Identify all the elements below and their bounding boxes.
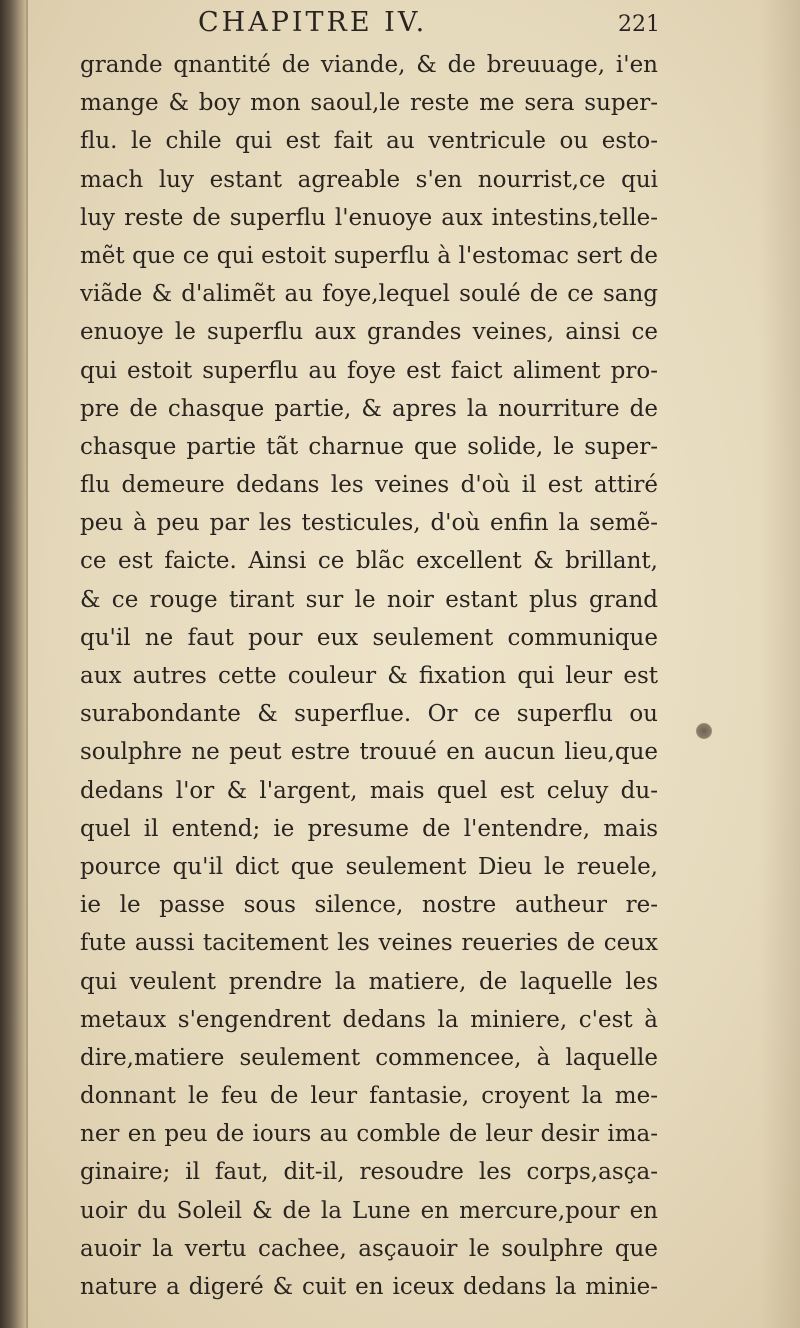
text-line: uoir du Soleil & de la Lune en mercure,pour en bbox=[80, 1197, 658, 1224]
page-binding-edge bbox=[0, 0, 26, 1328]
page-shadow bbox=[760, 0, 800, 1328]
text-line: qu'il ne faut pour eux seulement communique bbox=[80, 624, 658, 651]
text-line: pource qu'il dict que seulement Dieu le reuele, bbox=[80, 853, 658, 880]
text-line: chasque partie tãt charnue que solide, le super- bbox=[80, 433, 658, 460]
text-line: qui veulent prendre la matiere, de laquelle les bbox=[80, 968, 658, 995]
gutter-line bbox=[26, 0, 28, 1328]
text-line: flu. le chile qui est fait au ventricule ou esto- bbox=[80, 128, 658, 155]
ink-spot bbox=[696, 723, 712, 739]
text-line: fute aussi tacitement les veines reueries de ceux bbox=[80, 930, 658, 957]
text-line: nature a digeré & cuit en iceux dedans la minie- bbox=[80, 1274, 658, 1300]
running-title: CHAPITRE IV. bbox=[198, 7, 428, 38]
text-line: ginaire; il faut, dit-il, resoudre les corps,asça- bbox=[80, 1159, 658, 1186]
text-line: mach luy estant agreable s'en nourrist,ce qui bbox=[80, 166, 658, 193]
text-line: mange & boy mon saoul,le reste me sera super- bbox=[80, 90, 658, 117]
text-line: dire,matiere seulement commencee, à laquelle bbox=[80, 1044, 658, 1071]
text-line: & ce rouge tirant sur le noir estant plus grand bbox=[80, 586, 658, 613]
text-line: grande qnantité de viande, & de breuuage, i'en bbox=[80, 52, 658, 78]
text-line: flu demeure dedans les veines d'où il est attiré bbox=[80, 472, 658, 499]
text-line: ie le passe sous silence, nostre autheur re- bbox=[80, 892, 658, 919]
page-header bbox=[80, 4, 660, 42]
page-number: 221 bbox=[618, 12, 660, 37]
text-line: viãde & d'alimẽt au foye,lequel soulé de ce sang bbox=[80, 281, 658, 308]
text-line: luy reste de superflu l'enuoye aux intestins,telle- bbox=[80, 204, 658, 231]
text-line: pre de chasque partie, & apres la nourriture de bbox=[80, 395, 658, 422]
text-line: donnant le feu de leur fantasie, croyent la me- bbox=[80, 1083, 658, 1110]
text-line: soulphre ne peut estre trouué en aucun lieu,que bbox=[80, 739, 658, 766]
text-line: surabondante & superflue. Or ce superflu ou bbox=[80, 701, 658, 728]
body-text bbox=[80, 46, 658, 1306]
text-line: mẽt que ce qui estoit superflu à l'estomac sert de bbox=[80, 242, 658, 269]
text-line: qui estoit superflu au foye est faict aliment pro- bbox=[80, 357, 658, 384]
text-line: enuoye le superflu aux grandes veines, ainsi ce bbox=[80, 319, 658, 346]
text-line: ner en peu de iours au comble de leur desir ima- bbox=[80, 1121, 658, 1148]
text-line: auoir la vertu cachee, asçauoir le soulphre que bbox=[80, 1235, 658, 1262]
text-line: ce est faicte. Ainsi ce blãc excellent & brillant, bbox=[80, 548, 658, 575]
text-line: metaux s'engendrent dedans la miniere, c'est à bbox=[80, 1006, 658, 1033]
text-line: aux autres cette couleur & fixation qui leur est bbox=[80, 663, 658, 689]
text-line: quel il entend; ie presume de l'entendre, mais bbox=[80, 815, 658, 842]
text-line: dedans l'or & l'argent, mais quel est celuy du- bbox=[80, 777, 658, 804]
text-line: peu à peu par les testicules, d'où enfin la semẽ- bbox=[80, 510, 658, 537]
